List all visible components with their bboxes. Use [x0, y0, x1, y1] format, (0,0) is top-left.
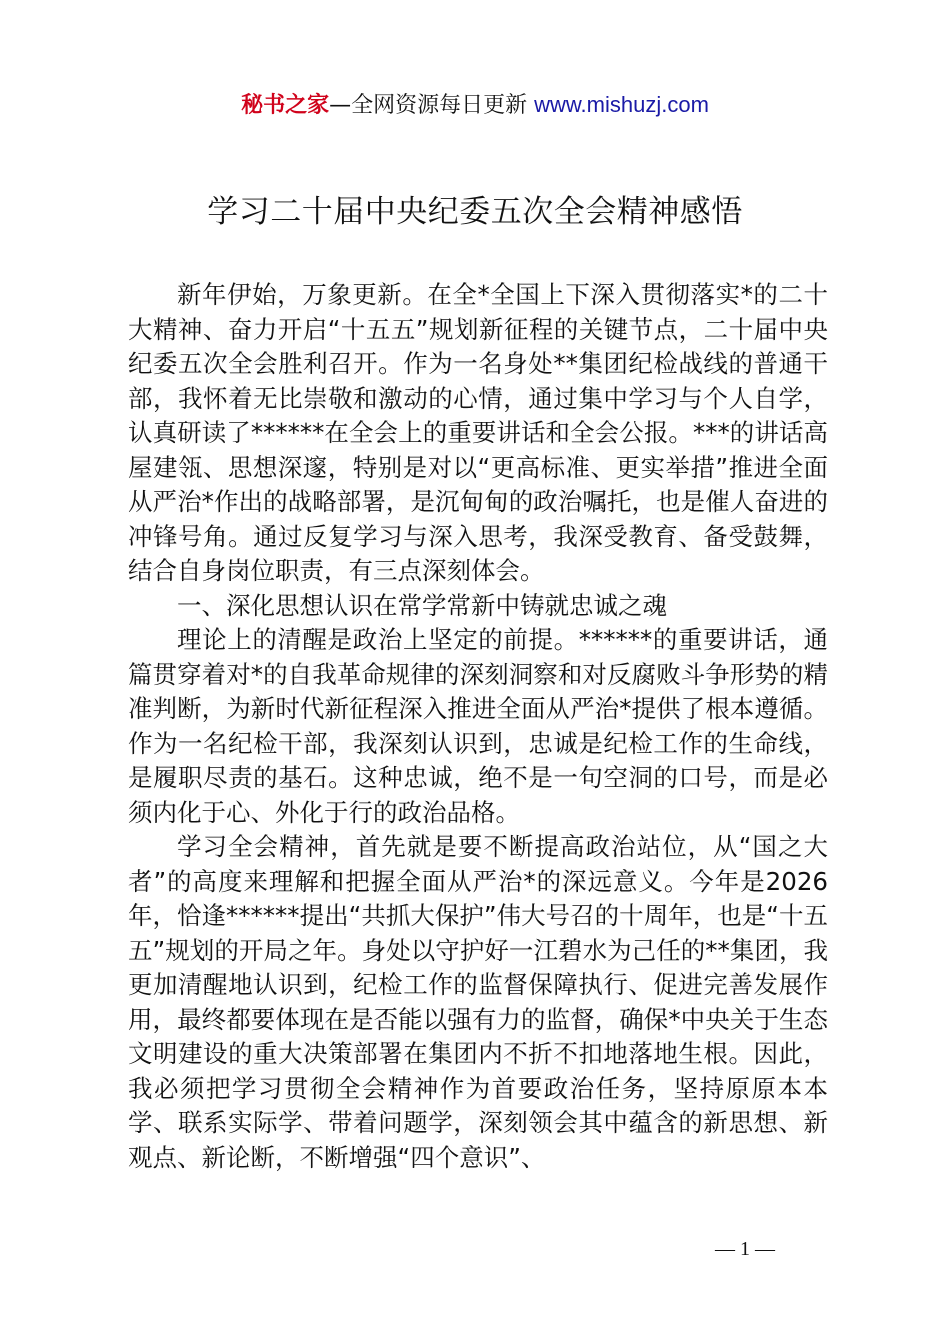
document-body	[128, 278, 828, 1175]
site-url-link[interactable]: www.mishuzj.com	[534, 92, 709, 117]
brand-name: 秘书之家	[241, 93, 330, 118]
section-heading-1: 一、深化思想认识在常学常新中铸就忠诚之魂	[177, 590, 667, 620]
paragraph-2: 理论上的清醒是政治上坚定的前提。******的重要讲话，通篇贯穿着对*的自我革命规律的深刻洞察和对反腐败斗争形势的精准判断，为新时代新征程深入推进全面从严治*提供了根本遵循。作为一名纪检干部，我深刻认识到，忠诚是纪检工作的生命线，是履职尽责的基石。这种忠诚，绝不是一句空洞的口号，而是必须内化于心、外化于行的政治品格。	[128, 625, 828, 827]
paragraph-3: 学习全会精神，首先就是要不断提高政治站位，从“国之大者”的高度来理解和把握全面从严治*的深远意义。今年是2026年，恰逢******提出“共抓大保护”伟大号召的十周年，也是“十五五”规划的开局之年。身处以守护好一江碧水为己任的**集团，我更加清醒地认识到，纪检工作的监督保障执行、促进完善发展作用，最终都要体现在是否能以强有力的监督，确保*中央关于生态文明建设的重大决策部署在集团内不折不扣地落地生根。因此，我必须把学习贯彻全会精神作为首要政治任务，坚持原原本本学、联系实际学、带着问题学，深刻领会其中蕴含的新思想、新观点、新论断，不断增强“四个意识”、	[128, 832, 828, 1172]
document-title: 学习二十届中央纪委五次全会精神感悟	[207, 194, 743, 230]
paragraph-intro: 新年伊始，万象更新。在全*全国上下深入贯彻落实*的二十大精神、奋力开启“十五五”规划新征程的关键节点，二十届中央纪委五次全会胜利召开。作为一名身处**集团纪检战线的普通干部，我怀着无比崇敬和激动的心情，通过集中学习与个人自学，认真研读了******在全会上的重要讲话和全会公报。***的讲话高屋建瓴、思想深邃，特别是对以“更高标准、更实举措”推进全面从严治*作出的战略部署，是沉甸甸的政治嘱托，也是催人奋进的冲锋号角。通过反复学习与深入思考，我深受教育、备受鼓舞，结合自身岗位职责，有三点深刻体会。	[128, 280, 828, 585]
site-header	[0, 90, 950, 121]
header-tagline: —全网资源每日更新	[329, 93, 528, 118]
page-number: — 1 —	[715, 1238, 775, 1260]
